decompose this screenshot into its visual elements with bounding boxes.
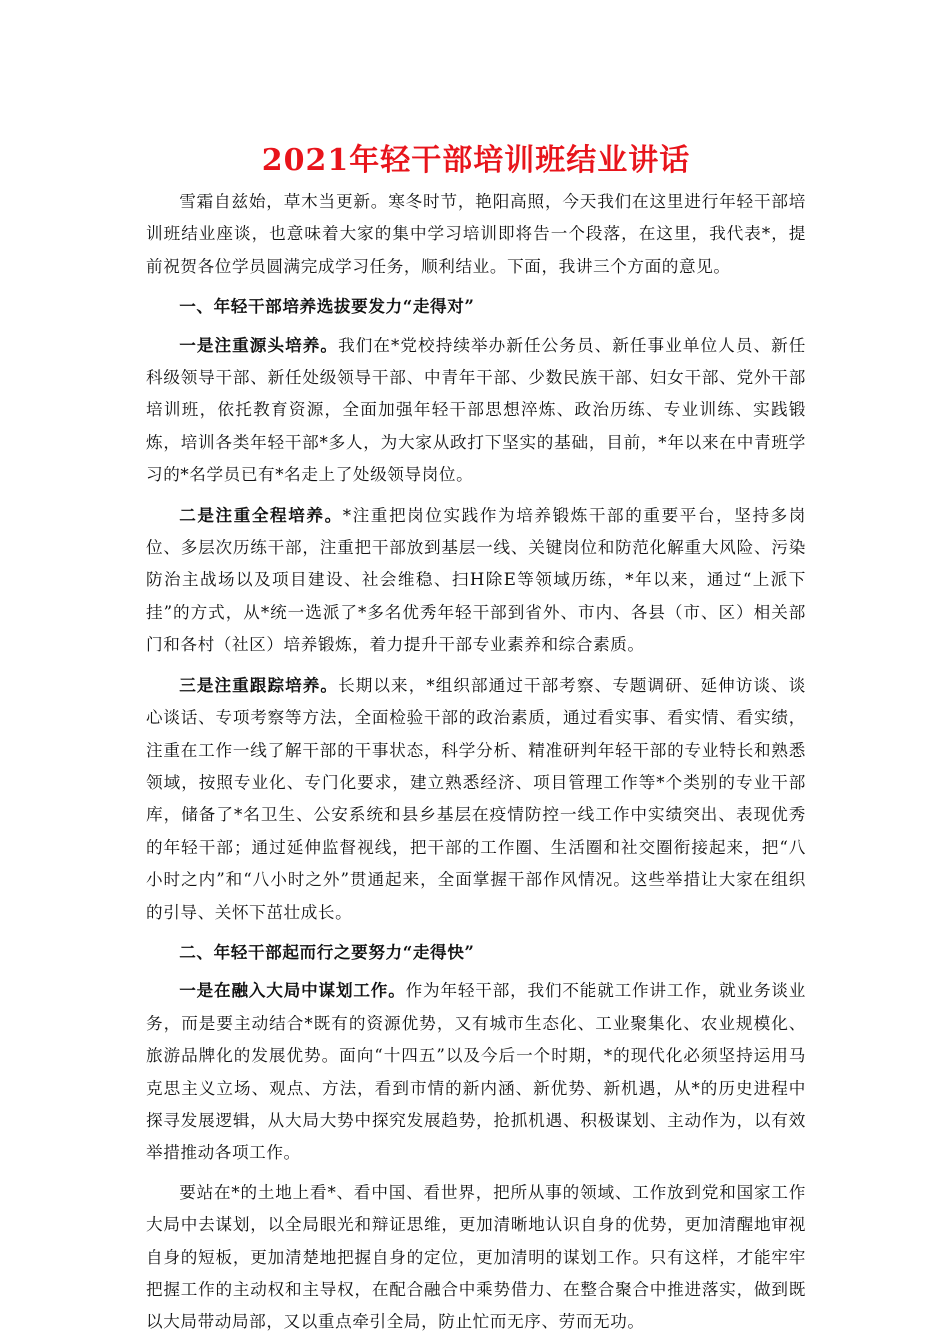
document-body xyxy=(146,138,806,1339)
paragraph-lead: 二是注重全程培养。 xyxy=(179,504,343,525)
section-heading-1: 一、年轻干部培养选拔要发力“走得对” xyxy=(179,296,475,317)
paragraph-text: *注重把岗位实践作为培养锻炼干部的重要平台，坚持多岗位、多层次历练干部，注重把干部放到基层一线、关键岗位和防范化解重大风险、污染防治主战场以及项目建设、社会维稳、扫H除E等领域历练，*年以来，通过“上派下挂”的方式，从*统一选派了*多名优秀年轻干部到省外、市内、各县（市、区）相关部门和各村（社区）培养锻炼，着力提升干部专业素养和综合素质。 xyxy=(146,505,806,655)
paragraph-whole-process-training xyxy=(146,499,806,662)
paragraph-lead: 一是在融入大局中谋划工作。 xyxy=(179,980,406,1001)
paragraph-text: 作为年轻干部，我们不能就工作讲工作，就业务谈业务，而是要主动结合*既有的资源优势，又有城市生态化、工业聚集化、农业规模化、旅游品牌化的发展优势。面向“十四五”以及今后一个时期，*的现代化必须坚持运用马克思主义立场、观点、方法，看到市情的新内涵、新优势、新机遇，从*的历史进程中探寻发展逻辑，从大局大势中探究发展趋势，抢抓机遇、积极谋划、主动作为，以有效举措推动各项工作。 xyxy=(146,981,806,1163)
paragraph-text: 长期以来，*组织部通过干部考察、专题调研、延伸访谈、谈心谈话、专项考察等方法，全面检验干部的政治素质，通过看实事、看实情、看实绩，注重在工作一线了解干部的干事状态，科学分析、精准研判年轻干部的专业特长和熟悉领域，按照专业化、专门化要求，建立熟悉经济、项目管理工作等*个类别的专业干部库，储备了*名卫生、公安系统和县乡基层在疫情防控一线工作中实绩突出、表现优秀的年轻干部；通过延伸监督视线，把干部的工作圈、生活圈和社交圈衔接起来，把“八小时之内”和“八小时之外”贯通起来，全面掌握干部作风情况。这些举措让大家在组织的引导、关怀下茁壮成长。 xyxy=(146,675,806,922)
paragraph-text: 我们在*党校持续举办新任公务员、新任事业单位人员、新任科级领导干部、新任处级领导干部、中青年干部、少数民族干部、妇女干部、党外干部培训班，依托教育资源，全面加强年轻干部思想淬炼、政治历练、专业训练、实践锻炼，培训各类年轻干部*多人，为大家从政打下坚实的基础，目前，*年以来在中青班学习的*名学员已有*名走上了处级领导岗位。 xyxy=(146,335,806,485)
paragraph-global-perspective: 要站在*的土地上看*、看中国、看世界，把所从事的领域、工作放到党和国家工作大局中去谋划，以全局眼光和辩证思维，更加清晰地认识自身的优势，更加清醒地审视自身的短板，更加清楚地把握自身的定位，更加清明的谋划工作。只有这样，才能牢牢把握工作的主动权和主导权，在配合融合中乘势借力、在整合聚合中推进落实，做到既以大局带动局部，又以重点牵引全局，防止忙而无序、劳而无功。 xyxy=(146,1182,806,1332)
document-title: 2021年轻干部培训班结业讲话 xyxy=(261,143,691,178)
paragraph-source-training xyxy=(146,329,806,492)
paragraph-tracking-training xyxy=(146,669,806,929)
section-heading-2: 二、年轻干部起而行之要努力“走得快” xyxy=(179,941,475,962)
paragraph-lead: 三是注重跟踪培养。 xyxy=(179,674,339,695)
paragraph-big-picture-planning xyxy=(146,974,806,1169)
intro-paragraph: 雪霜自兹始，草木当更新。寒冬时节，艳阳高照，今天我们在这里进行年轻干部培训班结业座谈，也意味着大家的集中学习培训即将告一个段落，在这里，我代表*，提前祝贺各位学员圆满完成学习任务，顺利结业。下面，我讲三个方面的意见。 xyxy=(146,192,806,276)
paragraph-lead: 一是注重源头培养。 xyxy=(179,334,339,355)
